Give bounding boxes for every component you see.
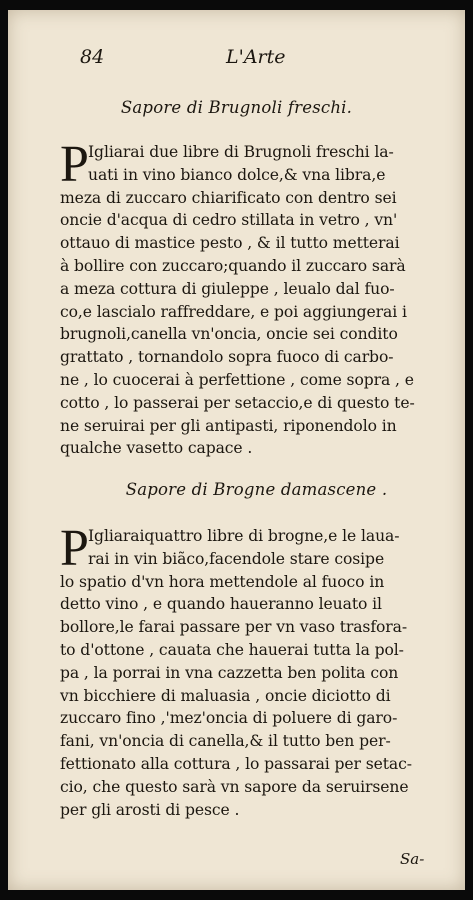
recipe-paragraph-brogne — [60, 520, 458, 821]
text-line: to d'ottone , cauata che hauerai tutta la pol- — [60, 640, 404, 659]
catchword: Sa- — [400, 850, 425, 868]
drop-cap-initial: P — [60, 520, 89, 577]
book-page — [8, 10, 465, 890]
text-line: cotto , lo passerai per setaccio,e di questo te- — [60, 393, 415, 412]
text-line: ne , lo cuocerai à perfettione , come sopra , e — [60, 370, 414, 389]
text-line: à bollire con zuccaro;quando il zuccaro sarà — [60, 256, 406, 275]
text-line: uati in vino bianco dolce,& vna libra,e — [88, 165, 386, 184]
text-line: qualche vasetto capace . — [60, 439, 253, 458]
text-line: pa , la porrai in vna cazzetta ben polita con — [60, 663, 399, 682]
running-title: L'Arte — [226, 46, 286, 68]
drop-cap-initial: P — [60, 136, 89, 193]
text-line: brugnoli,canella vn'oncia, oncie sei condito — [60, 325, 398, 344]
page-header — [8, 46, 465, 76]
text-line: vn bicchiere di maluasia , oncie diciotto di — [60, 686, 391, 705]
text-line: ottauo di mastice pesto , & il tutto metterai — [60, 234, 400, 253]
text-line: detto vino , e quando haueranno leuato il — [60, 595, 382, 614]
text-line: grattato , tornandolo sopra fuoco di carbo- — [60, 348, 394, 367]
recipe-heading-brogne: Sapore di Brogne damascene . — [125, 480, 388, 499]
text-line: co,e lascialo raffreddare, e poi aggiungerai i — [60, 302, 407, 321]
text-line: fettionato alla cottura , lo passarai per setac- — [60, 754, 412, 773]
text-line: oncie d'acqua di cedro stillata in vetro , vn' — [60, 211, 398, 230]
text-line: rai in vin biãco,facendole stare cosipe — [88, 549, 385, 568]
recipe-heading-brugnoli: Sapore di Brugnoli freschi. — [120, 98, 353, 117]
text-line: meza di zuccaro chiarificato con dentro sei — [60, 188, 397, 207]
page-number: 84 — [80, 46, 105, 68]
text-line: a meza cottura di giuleppe , leualo dal fuo- — [60, 279, 395, 298]
text-line: cio, che questo sarà vn sapore da seruirsene — [60, 777, 409, 796]
text-line: fani, vn'oncia di canella,& il tutto ben per- — [60, 732, 391, 751]
recipe-paragraph-brugnoli — [60, 136, 458, 460]
text-line: ne seruirai per gli antipasti, riponendolo in — [60, 416, 397, 435]
text-line: Igliaraiquattro libre di brogne,e le laua- — [88, 527, 400, 545]
text-line: lo spatio d'vn hora mettendole al fuoco in — [60, 572, 385, 591]
text-line: zuccaro fino ,'mez'oncia di poluere di garo- — [60, 709, 398, 728]
text-line: Igliarai due libre di Brugnoli freschi la- — [88, 143, 394, 161]
text-line: per gli arosti di pesce . — [60, 800, 240, 819]
text-line: bollore,le farai passare per vn vaso trasfora- — [60, 618, 408, 637]
